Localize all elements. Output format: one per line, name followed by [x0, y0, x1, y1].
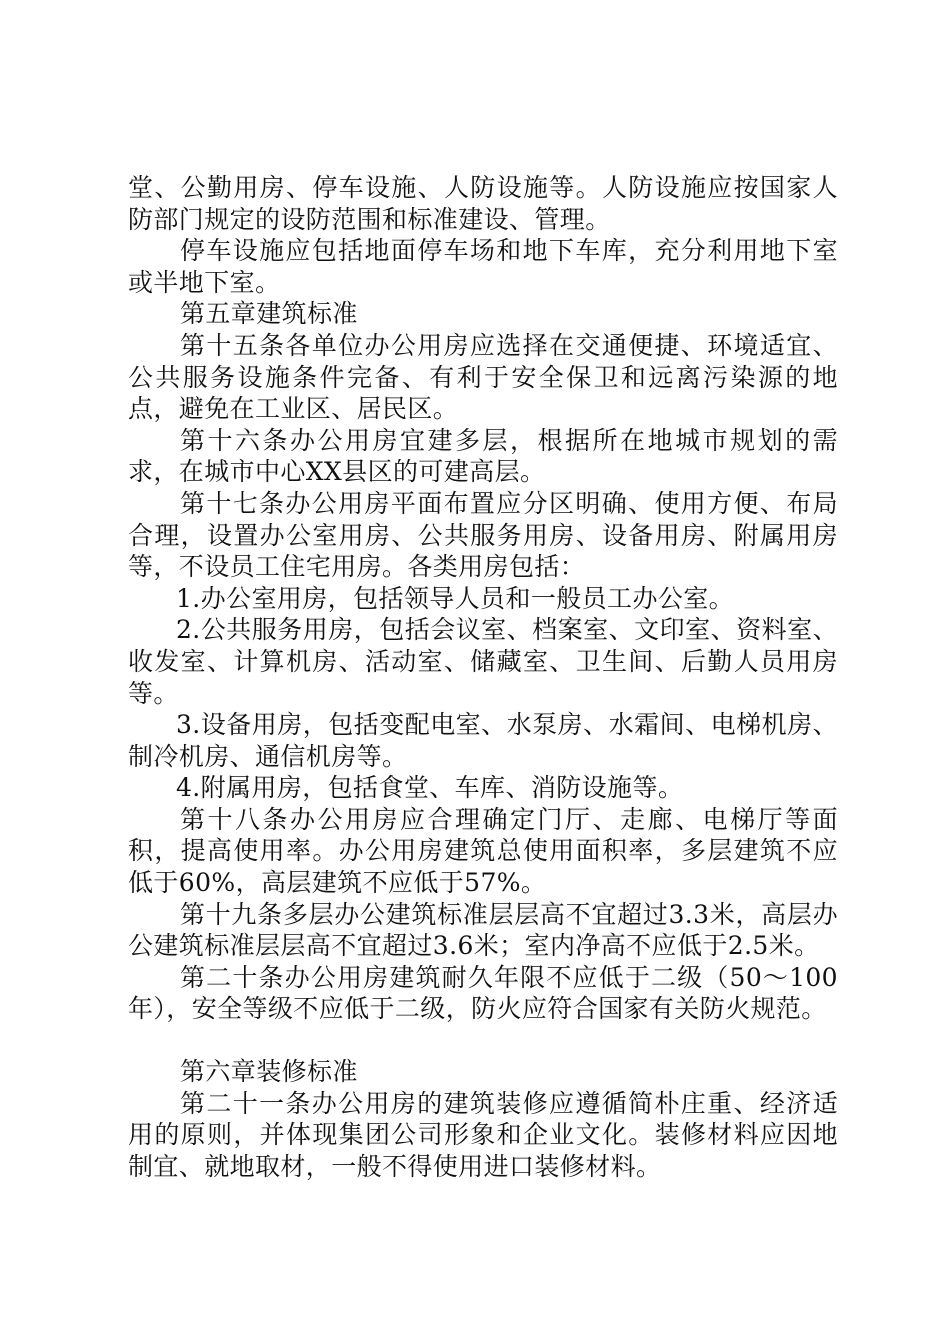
article-21: 第二十一条办公用房的建筑装修应遵循简朴庄重、经济适用的原则，并体现集团公司形象和企业文化。装修材料应因地制宜、就地取材，一般不得使用进口装修材料。 [128, 1088, 838, 1181]
document-body [128, 172, 838, 1182]
chapter-heading-5: 第五章建筑标准 [180, 299, 358, 329]
paragraph-parking: 停车设施应包括地面停车场和地下车库，充分利用地下室或半地下室。 [128, 236, 838, 297]
list-item-1: 1.办公室用房，包括领导人员和一般员工办公室。 [176, 583, 735, 613]
article-16: 第十六条办公用房宜建多层，根据所在地城市规划的需求，在城市中心XX县区的可建高层。 [128, 425, 838, 487]
article-18: 第十八条办公用房应合理确定门厅、走廊、电梯厅等面积，提高使用率。办公用房建筑总使用面积率，多层建筑不应低于60%，高层建筑不应低于57%。 [128, 804, 838, 898]
article-20: 第二十条办公用房建筑耐久年限不应低于二级（50～100年），安全等级不应低于二级，防火应符合国家有关防火规范。 [128, 962, 838, 1024]
article-19: 第十九条多层办公建筑标准层层高不宜超过3.3米，高层办公建筑标准层层高不宜超过3.6米；室内净高不应低于2.5米。 [128, 899, 838, 961]
article-15: 第十五条各单位办公用房应选择在交通便捷、环境适宜、公共服务设施条件完备、有利于安全保卫和远离污染源的地点，避免在工业区、居民区。 [128, 330, 838, 424]
list-item-3: 3.设备用房，包括变配电室、水泵房、水霜间、电梯机房、制冷机房、通信机房等。 [128, 710, 838, 771]
list-item-4: 4.附属用房，包括食堂、车库、消防设施等。 [176, 773, 684, 803]
paragraph-gap [128, 1025, 838, 1056]
chapter-heading-6: 第六章装修标准 [180, 1057, 358, 1087]
article-17: 第十七条办公用房平面布置应分区明确、使用方便、布局合理，设置办公室用房、公共服务用房、设备用房、附属用房等，不设员工住宅用房。各类用房包括： [128, 488, 838, 582]
paragraph-continuation: 堂、公勤用房、停车设施、人防设施等。人防设施应按国家人防部门规定的设防范围和标准建设、管理。 [128, 173, 838, 234]
list-item-2: 2.公共服务用房，包括会议室、档案室、文印室、资料室、收发室、计算机房、活动室、储藏室、卫生间、后勤人员用房等。 [128, 615, 838, 708]
